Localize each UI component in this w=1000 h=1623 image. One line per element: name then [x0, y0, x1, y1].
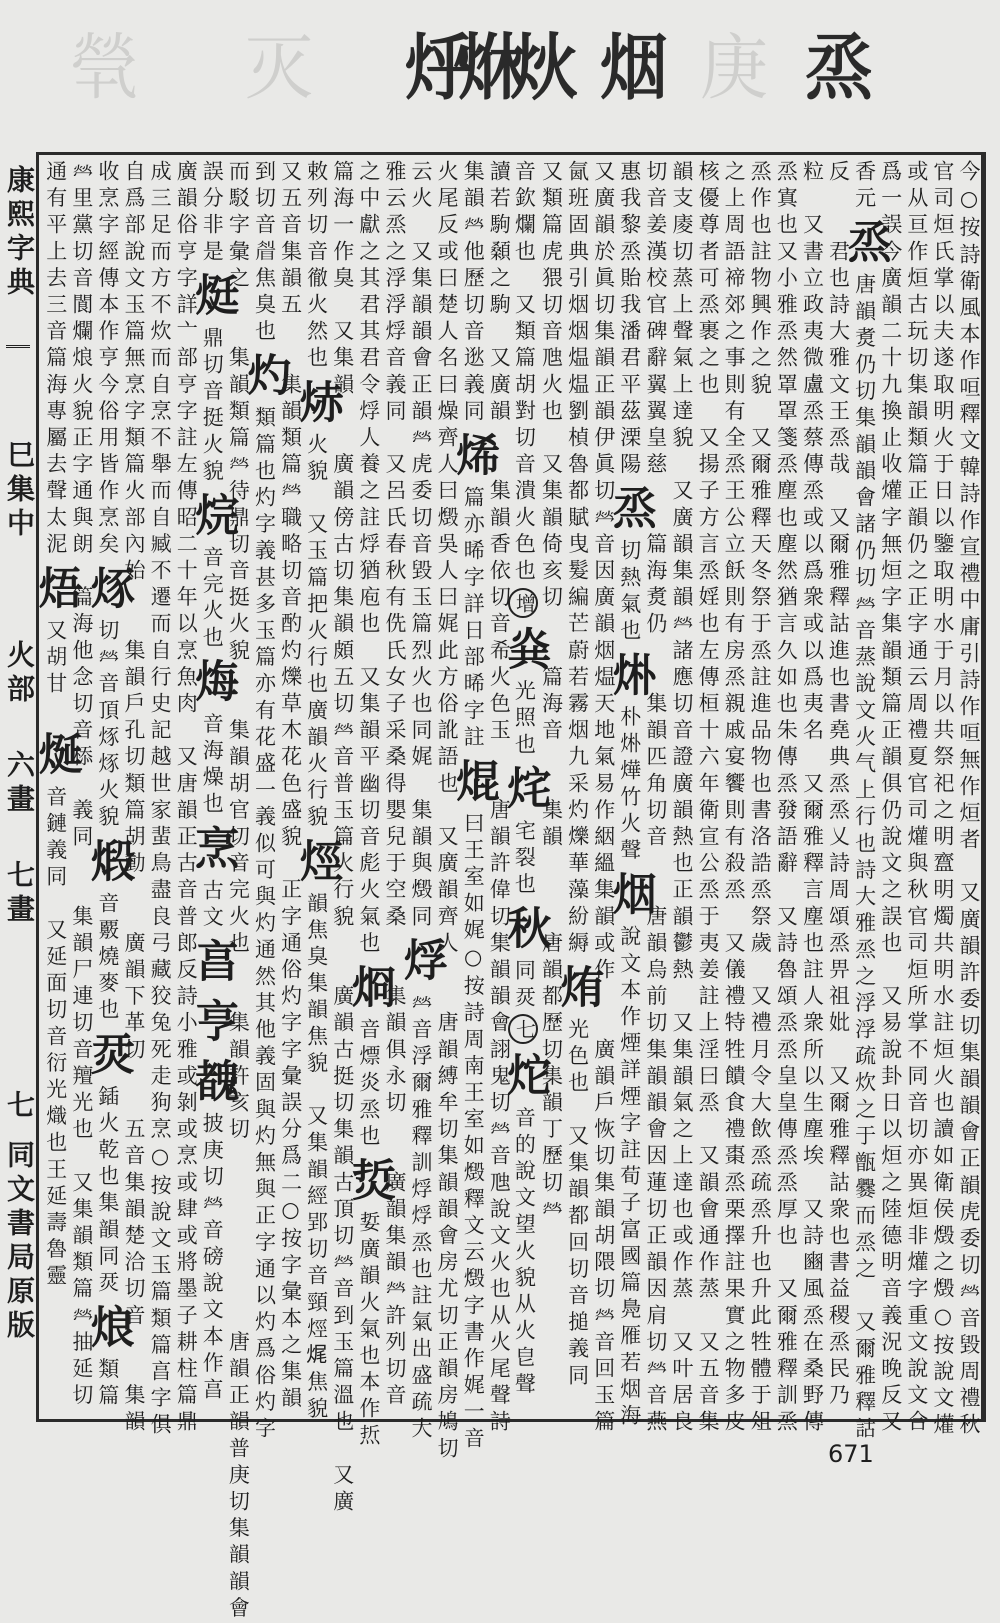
definition-text: 音海燥也: [200, 712, 225, 819]
definition-text: 通有平上去三音篇海專屬去聲太泥: [43, 160, 68, 559]
headword: 烺: [82, 1303, 134, 1352]
text-column: [825, 160, 851, 1418]
seal-character: 烝: [805, 26, 870, 111]
headword: 䰩: [187, 1058, 239, 1107]
headword: 烸: [187, 658, 239, 707]
definition-text: 烝作也註物興作之貌 又爾雅釋天冬祭于烝註進品物也書洛誥烝祭歲 又禮月令大飲烝疏烝升也升此牲體于俎: [748, 160, 773, 1437]
definition-text: 之上周語禘郊之事則有全烝王公立飫則有房烝親戚宴饗則有殺烝 又儀禮特牲饋食禮棗烝栗擇註果實之物多皮: [722, 160, 747, 1437]
definition-text: 爲一誤今廣韻二十九換止收爟字無烜字集韻類篇正韻俱仍說文之誤也 又易說卦日以烜之陸德明音義況晚反又: [878, 160, 903, 1437]
text-column: [187, 160, 239, 1418]
definition-text: 又廣韻於眞切集韻正韻伊眞切𤇾音因廣韻烟煴天地氣易作絪縕集韻或作 廣韻戶恢切集韻胡隈切𤇾音回玉篇: [591, 160, 616, 1437]
definition-text: 切熱氣也: [617, 539, 642, 646]
ghost-seal-character: 煢: [70, 27, 135, 111]
text-column: [82, 160, 134, 1418]
definition-text: 鼎切音挺火貌: [200, 326, 225, 487]
margin-divider: [6, 345, 30, 348]
text-column: [173, 160, 199, 1437]
text-column: [695, 160, 721, 1437]
definition-text: 𤇾音浮爾雅釋訓烰烰烝也註氣出盛疏大: [409, 991, 434, 1444]
definition-text: 敕列切音徹火然也: [304, 160, 329, 373]
headword: 烻: [30, 731, 82, 780]
definition-text: 鍤火乾也集韻同烎: [95, 1084, 120, 1298]
headword: 烟: [604, 871, 656, 920]
definition-text: 韻焦臭集韻焦貌 又集韻經郢切音頸烴𤈦焦貌: [304, 891, 329, 1424]
text-column: [721, 160, 747, 1437]
text-column: [277, 160, 303, 1418]
definition-text: 烝寘也又小雅烝然罩罩箋烝塵也塵然猶言久如也朱傳烝發語辭 又詩魯頌烝烝皇皇傳烝烝厚也 又爾雅釋訓烝: [774, 160, 799, 1437]
headword: 灼: [239, 352, 291, 401]
headword: 煅: [82, 837, 134, 886]
headword: 炨: [499, 1052, 551, 1101]
headword: 焜: [448, 758, 500, 806]
definition-text: 音熛炎烝也: [356, 1018, 381, 1151]
headword: 烢: [499, 765, 551, 814]
headword: 烯: [448, 432, 500, 480]
definition-text: 粒 又書立政夷微盧烝蔡傳烝或以爲衆或以爲夷名 又爾雅釋言塵也註人衆所以生塵埃 又詩豳風烝在桑野傳: [800, 160, 825, 1437]
definition-text: 惠我黎烝貽我潘君平茲溧陽: [617, 160, 642, 480]
definition-text: 集韻𤇾他歷切音逖義同: [461, 160, 486, 426]
definition-text: 而駁字彙之 集韻類篇𤇾待鼎切音挺火貌 集韻胡官切音完火也 集韻許亥切 唐韻正韻普庚切集韻韻會: [226, 160, 251, 1623]
definition-text: 披庚切𤇾音磅說文本作亯: [200, 1112, 225, 1405]
seal-character: 烟: [600, 26, 665, 111]
definition-text: 篇海一作臭 又集韻 廣韻傍古切集韻頗五切𤇾音普玉篇火行貌 廣韻古挺切集韻古頂切𤇾音到玉篇溫也 又廣: [330, 160, 355, 1517]
seal-character: 烌: [458, 26, 523, 111]
definition-text: 收烹字經傳本作亨今俗用皆作烹矣: [95, 160, 120, 559]
definition-text: 音鏈義同 又延面切音衍光熾也王延壽魯靈: [43, 785, 68, 1291]
definition-text: 到切音𥇮焦臭也: [252, 160, 277, 347]
definition-text: 音覈燒麥也: [95, 891, 120, 1025]
headword: 烹: [187, 824, 239, 873]
definition-text: 廣韻俗亨字詳亠部亨字註左傳昭二十年以烹魚肉 又唐韻正古音普郎反詩小雅或剝或烹或肆或將墨子耕柱篇鼎: [174, 160, 199, 1437]
definition-text: 光照也: [512, 679, 537, 760]
sheet-number: 七: [3, 1090, 36, 1124]
text-column: [225, 160, 251, 1623]
definition-text: 說文本作煙詳煙字註荀子富國篇鳧雁若烟海: [617, 925, 642, 1431]
headword: 烷: [187, 492, 239, 541]
definition-text: 氤班固典引烟烟煴煴劉楨魯都賦曳髮編芒蔚若霧烟九采灼爍華藻紛縟: [565, 160, 590, 958]
text-column: [878, 160, 904, 1437]
headword: 烼: [82, 565, 134, 613]
text-column: [669, 160, 695, 1437]
definition-text: 自爲部說文玉篇無烹字類篇火部內始 集韻戶孔切類篇胡動 廣韻下革切 五音集韻楚洽切音 集韻: [122, 160, 146, 1437]
definition-text: 音的說文望火貌从火皀聲: [512, 1106, 537, 1400]
definition-text: 官司烜氏掌以夫遂取明火于日以鑒取明水于月以共祭祀之明齍明燭共明水註烜火也讀如衛侯燬之燬○按說文爟: [930, 160, 955, 1440]
definition-text: 讀若駒顙之駒 又廣韻 集韻香依切音希火色玉 唐韻許偉切集韻韻會詡鬼切𤇾音虺說文火也从火尾聲詩: [487, 160, 512, 1437]
text-column: [538, 160, 564, 1418]
headword: 烲: [343, 1157, 395, 1205]
definition-text: 又五音集韻五 集韻類篇𤇾職略切音酌灼爍草木花色盛貌 正字通俗灼字字彙誤分爲二○按字彙本之集韻: [278, 160, 303, 1414]
text-column: [147, 160, 173, 1440]
text-column: [591, 160, 617, 1437]
definition-text: 篇亦晞字詳日部晞字註: [461, 486, 486, 752]
definition-text: 類篇: [95, 1357, 120, 1411]
definition-text: 誤分非是: [200, 160, 225, 267]
definition-text: 香元: [852, 160, 877, 214]
text-column: [291, 160, 343, 1424]
definition-text: 火尾反或曰楚人名曰燥齊人曰燬吳人曰娓此方俗訛語也 又廣韻齊人 唐韻縛牟切集韻韻會房尤切正韻房鳩切: [435, 160, 460, 1464]
definition-text: 音欽爛也 又類篇胡對切音潰火色也: [512, 160, 537, 586]
definition-text: 火貌 又玉篇把火行也廣韻火行貌: [304, 432, 329, 832]
headword: 烶: [187, 272, 239, 321]
strokes-six-label: 六畫: [3, 750, 36, 818]
text-column: [956, 160, 982, 1440]
headword: 烡: [499, 625, 551, 674]
definition-text: 反 君也詩大雅文王烝哉 又爾雅釋詁進也書堯典烝烝乂詩周頌烝畀祖妣 又爾雅釋詁衆也書益稷烝民乃: [826, 160, 851, 1411]
headword: 烝: [604, 485, 656, 534]
headword: 亯: [187, 938, 239, 987]
definition-text: 類篇也灼字義甚多玉篇亦有花盛一義似可與灼通然其他義固與灼無與正字通以灼爲俗灼字: [252, 406, 277, 1444]
circled-marker: 增: [508, 588, 538, 618]
text-column: [330, 160, 356, 1517]
ghost-seal-character: 灭: [245, 27, 310, 111]
definition-text: 核優尊者可烝裹之也 又揚子方言烝婬也左傳桓十六年衛宣公烝于夷姜註上淫曰烝 又韻會通作蒸 又五音集: [696, 160, 721, 1437]
definition-text: 曰王室如娓○按詩周南王室如燬釋文云燬字書作娓一音: [461, 812, 486, 1454]
definition-text: 娎廣韻火氣也本作焎: [356, 1211, 381, 1451]
seal-character: 炏: [510, 26, 575, 111]
publisher-label: 同文書局原版: [3, 1140, 36, 1344]
headword: 秋: [499, 905, 551, 954]
text-column: [747, 160, 773, 1437]
book-title: 康熙字典: [3, 165, 36, 301]
circled-marker: 七: [508, 1014, 538, 1044]
definition-text: 𤇾里黨切音閬爛烺火貌正字通與朗 篇海他念切音㮇 義同 集韻尸連切音羶光也 又集韻類篇𤇾抽延切: [69, 160, 94, 1411]
definition-text: 切𤇾音頂烼烼火貌: [95, 619, 120, 832]
headword: 焐: [30, 565, 82, 613]
text-column: [643, 160, 669, 1437]
page-number: 671: [828, 1440, 874, 1468]
definition-text: 云火 又集韻韻會正韻𤇾虎委切音毀玉篇烈火也同娓 集韻與燬同: [409, 160, 434, 932]
headword: 焃: [291, 378, 343, 427]
definition-text: 切音姜漢校官碑辭翼翼皇慈 篇海煑仍 集韻匹角切音 唐韻烏前切集韻韻會因蓮切正韻因肩切𤇾音燕: [643, 160, 668, 1437]
definition-text: 韻支庱切蒸上聲氣上達貌 又廣韻集韻𤇾諸應切音證廣韻熱也正韻鬱熱 又集韻氣之上達也或作蒸 又叶居良: [669, 160, 694, 1437]
definition-text: 之中獻之其君其君令烰人養之註烰猶庖也 又集韻平幽切音彪火氣也: [356, 160, 381, 958]
text-column: [904, 160, 930, 1437]
definition-text: 光色也 又集韻都回切音搥義同: [565, 1018, 590, 1391]
strokes-seven-label: 七畫: [3, 860, 36, 928]
definition-text: 朴烞燁竹火聲: [617, 705, 642, 866]
headword: 烞: [604, 651, 656, 700]
definition-text: 宅裂也: [512, 819, 537, 900]
definition-text: 成三足而方不炊而自烹不舉而自臧不遷而自行史記越世家蜚鳥盡良弓藏狡兔死走狗烹○按說文玉篇類篇亯字俱: [148, 160, 173, 1440]
text-column: [773, 160, 799, 1437]
headword: 烰: [396, 937, 448, 986]
text-column: [121, 160, 147, 1437]
definition-text: 同烎: [512, 959, 537, 1013]
headword: 烠: [552, 964, 604, 1012]
definition-text: 音完火也: [200, 546, 225, 653]
headword: 烴: [291, 837, 343, 886]
definition-text: 唐韻煑仍切集韻韻會諸仍切𤇾音蒸說文火气上行也詩大雅烝之浮浮疏炊之于甑爨而烝之 又爾雅釋詁: [852, 273, 877, 1444]
definition-text: 又類篇虎猥切音虺火也 又集韻倚亥切 篇海音 集韻 唐韻都歷切集韻丁歷切𤇾: [539, 160, 564, 1224]
definition-text: 又胡甘: [43, 619, 68, 726]
seal-character: 烀: [405, 26, 470, 111]
definition-text: 古文: [200, 878, 225, 933]
ghost-seal-character: 庚: [700, 27, 765, 111]
text-column: [930, 160, 956, 1440]
definition-text: 今○按詩衛風本作咺釋文韓詩作宣禮中庸引詩作咺無作烜者 又廣韻許委切集韻韻會正韻虎委切𤇾音毀周禮秋: [957, 160, 981, 1440]
radical-label: 火部: [3, 640, 36, 708]
headword: 亨: [187, 998, 239, 1047]
headword: 烝: [839, 219, 891, 268]
text-column: [799, 160, 825, 1437]
headword: 烎: [82, 1030, 134, 1079]
text-column: [69, 160, 95, 1418]
volume-label: 巳集中: [3, 440, 36, 542]
text-column: [382, 160, 408, 1418]
headword: 烱: [343, 964, 395, 1012]
definition-text: 雅云烝之浮浮烰音義同 又呂氏春秋有侁氏女子采桑得嬰兒于空桑 集韻俱永切 廣韻集韻𤇾許列切音: [382, 160, 407, 1411]
definition-text: 或从亘作烜古玩切集韻類篇正韻仍之正字通云周禮夏官司爟與秋官司烜所掌不同音切亦異烜非爟字重文說文合: [904, 160, 929, 1437]
